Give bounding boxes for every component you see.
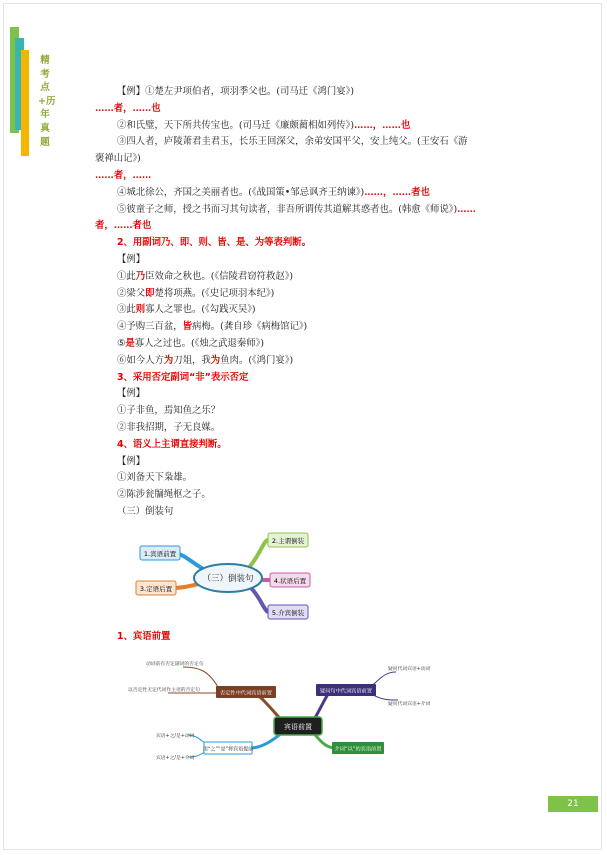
page-number: 21 (548, 796, 598, 812)
text-line (95, 202, 515, 219)
mindmap1-node-2-label: 2.主谓倒装 (271, 537, 305, 545)
text-span: ②梁父 (117, 287, 146, 299)
text-span: ⑤彼童子之师，授之书而习其句读者，非吾所谓传其道解其惑者也。(韩愈《师说》) (117, 203, 458, 215)
text-span: 【例】①楚左尹项伯者，项羽季父也。(司马迁《鸿门宴》) (117, 86, 354, 97)
text-span: 寡人之过也。(《烛之武退秦师》) (134, 337, 264, 349)
mindmap2-leaf-bl2: 宾语+之/是+介词 (156, 756, 195, 761)
text-line (95, 84, 515, 101)
text-line (95, 235, 515, 252)
mindmap2-node-negation-label: 否定性中代词宾语前置 (220, 690, 272, 697)
text-span: ①子非鱼，焉知鱼之乐？ (117, 405, 221, 417)
text-span: ①此 (117, 270, 136, 282)
text-span: （三）倒装句 (117, 505, 174, 517)
text-span: 乃 (135, 270, 146, 282)
mindmap2-leaf-tr2: 疑问代词宾语+介词 (388, 702, 431, 707)
text-span: ②非我招期，子无良媒。 (117, 421, 221, 433)
text-span: ……，……者也 (364, 186, 430, 198)
text-span: ……，……也 (354, 119, 411, 131)
text-span: ③此 (117, 304, 136, 316)
decor-bar-yellow (21, 50, 29, 156)
mindmap1-node-3-label: 3.定语后置 (139, 585, 173, 593)
text-line (95, 336, 515, 353)
text-line (95, 269, 515, 286)
mindmap1-center-label: （三）倒装句 (202, 574, 254, 584)
text-span: ①刘备天下枭雄。 (117, 472, 193, 484)
text-span: 楚将项燕。(《史记项羽本纪》) (154, 287, 275, 299)
text-line (95, 487, 515, 504)
heading-object-preposition: 1、宾语前置 (117, 631, 171, 642)
text-line (95, 370, 515, 387)
text-span: 【例】 (117, 455, 146, 467)
text-span: ④城北徐公，齐国之美丽者也。(《战国策•邹忌讽齐王纳谏》) (117, 186, 365, 198)
mindmap2-leaf-bl1: 宾语+之/是+动词 (156, 734, 195, 739)
text-span: …… (457, 203, 476, 215)
text-span: 为 (210, 354, 221, 366)
text-line (95, 134, 515, 151)
text-line (95, 353, 515, 370)
text-line (95, 168, 515, 185)
text-span: ⑥如今人方 (117, 354, 164, 366)
text-span: 3、采用否定副词“非”表示否定 (117, 371, 249, 383)
text-line (95, 185, 515, 202)
text-line (95, 386, 515, 403)
text-line (95, 151, 515, 168)
text-span: ④予购三百盆， (117, 321, 183, 333)
text-line (95, 218, 515, 235)
text-span: 臣效命之秋也。(《信陵君窃符救赵》) (145, 270, 294, 282)
text-span: 皆 (182, 321, 193, 333)
text-line (95, 302, 515, 319)
text-line (95, 504, 515, 521)
text-span: ……者，…… (95, 169, 152, 181)
text-span: 寡人之罪也。(《勾践灭吴》) (145, 304, 256, 316)
text-line (95, 319, 515, 336)
mindmap-object-preposition (118, 645, 607, 780)
text-line (95, 437, 515, 454)
text-span: 是 (125, 337, 135, 349)
text-line (95, 470, 515, 487)
text-line (95, 454, 515, 471)
text-line (95, 403, 515, 420)
mindmap1-node-5-label: 5.介宾倒装 (271, 609, 305, 617)
mindmap2-node-question-label: 疑问句中代词宾语前置 (320, 688, 372, 695)
text-span: ……者，……也 (95, 102, 161, 114)
text-span: 者，……者也 (95, 220, 152, 232)
text-span: 刀俎，我 (173, 354, 211, 366)
mindmap2-leaf-tl1: 动词前有否定副词的否定句 (146, 662, 204, 667)
text-line (95, 420, 515, 437)
mindmap-inversion (118, 528, 338, 628)
text-span: 即 (145, 287, 155, 299)
text-span: ⑤ (117, 337, 126, 349)
text-line (95, 101, 515, 118)
mindmap1-node-4-label: 4.状语后置 (273, 577, 307, 585)
mindmap2-center-label: 宾语前置 (284, 723, 312, 731)
text-span: 为 (163, 354, 174, 366)
text-span: 4、语义上主谓直接判断。 (117, 438, 227, 450)
mindmap2-node-yi-label: 介词“以”的宾语前置 (334, 746, 382, 753)
text-line (95, 286, 515, 303)
mindmap2-node-zhi-shi-label: 用“之”“是”将宾语提前 (202, 746, 254, 753)
mindmap2-leaf-tl2: 以否定性无定代词作主语的否定句 (128, 688, 200, 693)
mindmap2-leaf-tr1: 疑问代词宾语+动词 (388, 667, 431, 672)
text-span: 【例】 (117, 253, 146, 265)
text-span: ②陈涉瓮牖绳枢之子。 (117, 489, 211, 501)
text-span: ②和氏璧，天下所共传宝也。(司马迁《廉颇蔺相如列传》) (117, 119, 354, 131)
text-span: 2、用副词乃、即、则、皆、是、为等表判断。 (117, 237, 312, 249)
side-section-label: 精考点+历年真题 (38, 55, 56, 148)
text-span: 【例】 (117, 388, 146, 400)
text-line (95, 118, 515, 135)
text-span: 病梅。(龚自珍《病梅馆记》) (192, 321, 308, 333)
text-span: 褒禅山记》) (95, 153, 141, 165)
text-span: 鱼肉。(《鸿门宴》) (220, 354, 294, 366)
text-span: 则 (135, 304, 146, 316)
mindmap1-node-1-label: 1.宾语前置 (143, 550, 177, 558)
main-content (95, 84, 515, 521)
text-line (95, 252, 515, 269)
text-span: ③四人者，庐陵萧君圭君玉，长乐王回深父，余弟安国平父，安上纯父。(王安石《游 (117, 136, 468, 148)
